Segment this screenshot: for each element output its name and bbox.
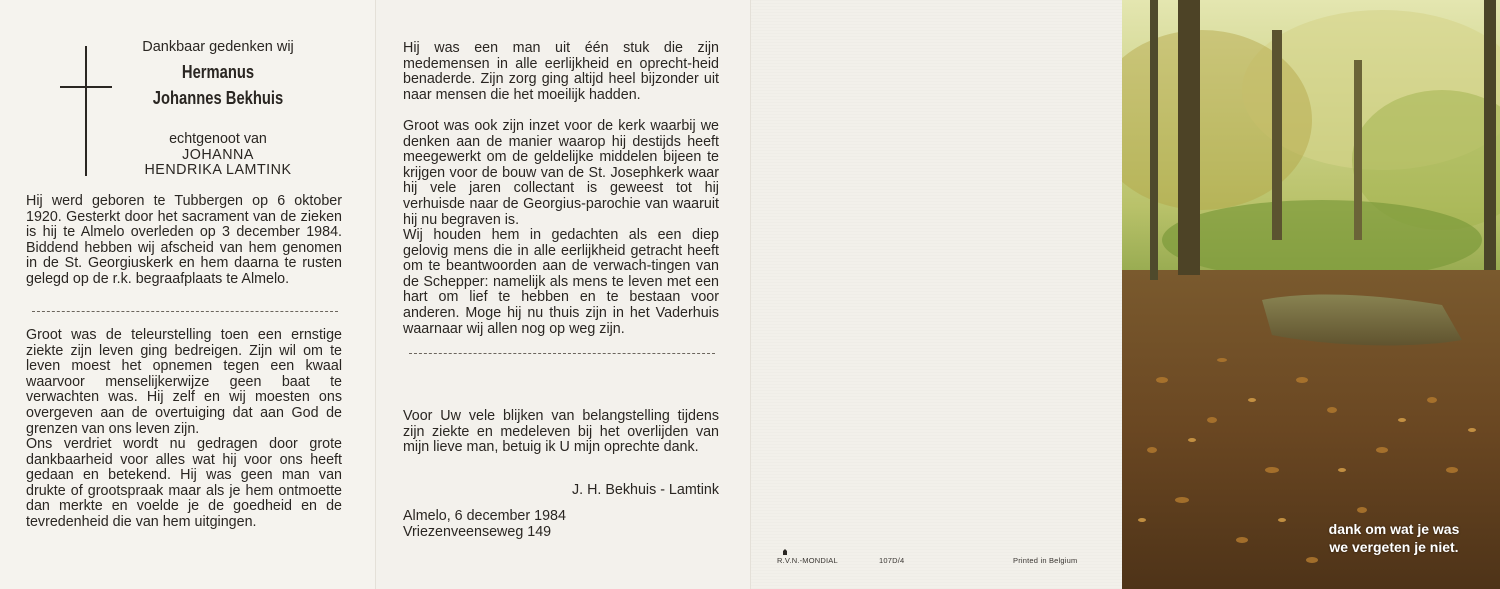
photo-caption [1294,520,1494,556]
thanks-text: Voor Uw vele blijken van belangstelling tijdens zijn ziekte en medeleven bij het overlijden van mijn lieve man, betuig ik U mijn oprechte dank. [403,408,719,456]
paragraph-remembrance: Wij houden hem in gedachten als een diep gelovig mens die in alle eerlijkheid getracht heeft om te beantwoorden aan de verwach-tingen van de Schepper: namelijk als mens te leven met een hart om lief te hebben en te bestaan voor anderen. Moge hij nu thuis zijn in het Vaderhuis waarnaar wij allen nog op weg zijn. [403,227,719,337]
paragraph-illness: Groot was de teleurstelling toen een ernstige ziekte zijn leven ging bedreigen. Zijn wil om te leven moest het opnemen tegen een kwaal waarvoor menselijkerwijze geen baat te verwachten was. Hij zelf en wij moesten ons overgeven aan de overtuiging dat aan God de grenzen van ons leven zijn. [26,327,342,437]
dashed-divider [32,311,338,312]
address: Vriezenveenseweg 149 [403,524,552,540]
print-code: 107D/4 [879,556,905,565]
spouse-label: echtgenoot van [169,131,267,147]
caption-line-2: we vergeten je niet. [1329,539,1459,555]
publisher-name: R.V.N.-MONDIAL [777,556,838,565]
card-panel-photo [1122,0,1500,589]
forest-photo [1122,0,1500,589]
caption-line-1: dank om wat je was [1328,521,1460,537]
paragraph-birth-death: Hij werd geboren te Tubbergen op 6 oktober 1920. Gesterkt door het sacrament van de zieken is hij te Almelo overleden op 3 december 1984. Biddend hebben wij afscheid van hem genomen in de St. Georgiuskerk en hem daarna te rusten gelegd op de r.k. begraafplaats te Almelo. [26,193,342,287]
card-panel-back [750,0,1123,589]
intro-text: Dankbaar gedenken wij [142,39,294,55]
card-panel-left [0,0,375,589]
publisher-logo-icon [781,543,789,551]
dashed-divider [409,353,715,354]
spouse-last-name: HENDRIKA LAMTINK [144,162,292,178]
paragraph-character: Hij was een man uit één stuk die zijn medemensen in alle eerlijkheid en oprecht-heid benaderde. Zijn zorg ging altijd heel bijzonder uit naar mensen die het moeilijk hadden. [403,40,719,103]
card-panel-middle [375,0,751,589]
paragraph-gratitude: Ons verdriet wordt nu gedragen door grote dankbaarheid voor alles wat hij voor ons heeft gedaan en betekend. Hij was geen man van drukte of grootspraak maar als je hem ontmoette dan merkte en voelde je de goedheid en de tevredenheid die van hem uitgingen. [26,436,342,530]
place-date: Almelo, 6 december 1984 [403,508,566,524]
cross-icon [60,46,114,176]
deceased-first-name: Hermanus [181,62,255,82]
signature: J. H. Bekhuis - Lamtink [572,482,719,498]
deceased-last-name: Johannes Bekhuis [152,88,284,108]
spouse-first-name: JOHANNA [182,147,254,163]
printed-in: Printed in Belgium [1013,556,1078,565]
paragraph-church: Groot was ook zijn inzet voor de kerk waarbij we denken aan de manier waarop hij destijds heeft meegewerkt om de geldelijke middelen bijeen te krijgen voor de bouw van de St. Josephkerk waar hij vele jaren collectant is geweest tot hij verhuisde naar de Georgius-parochie van waaruit hij nu begraven is. [403,118,719,228]
